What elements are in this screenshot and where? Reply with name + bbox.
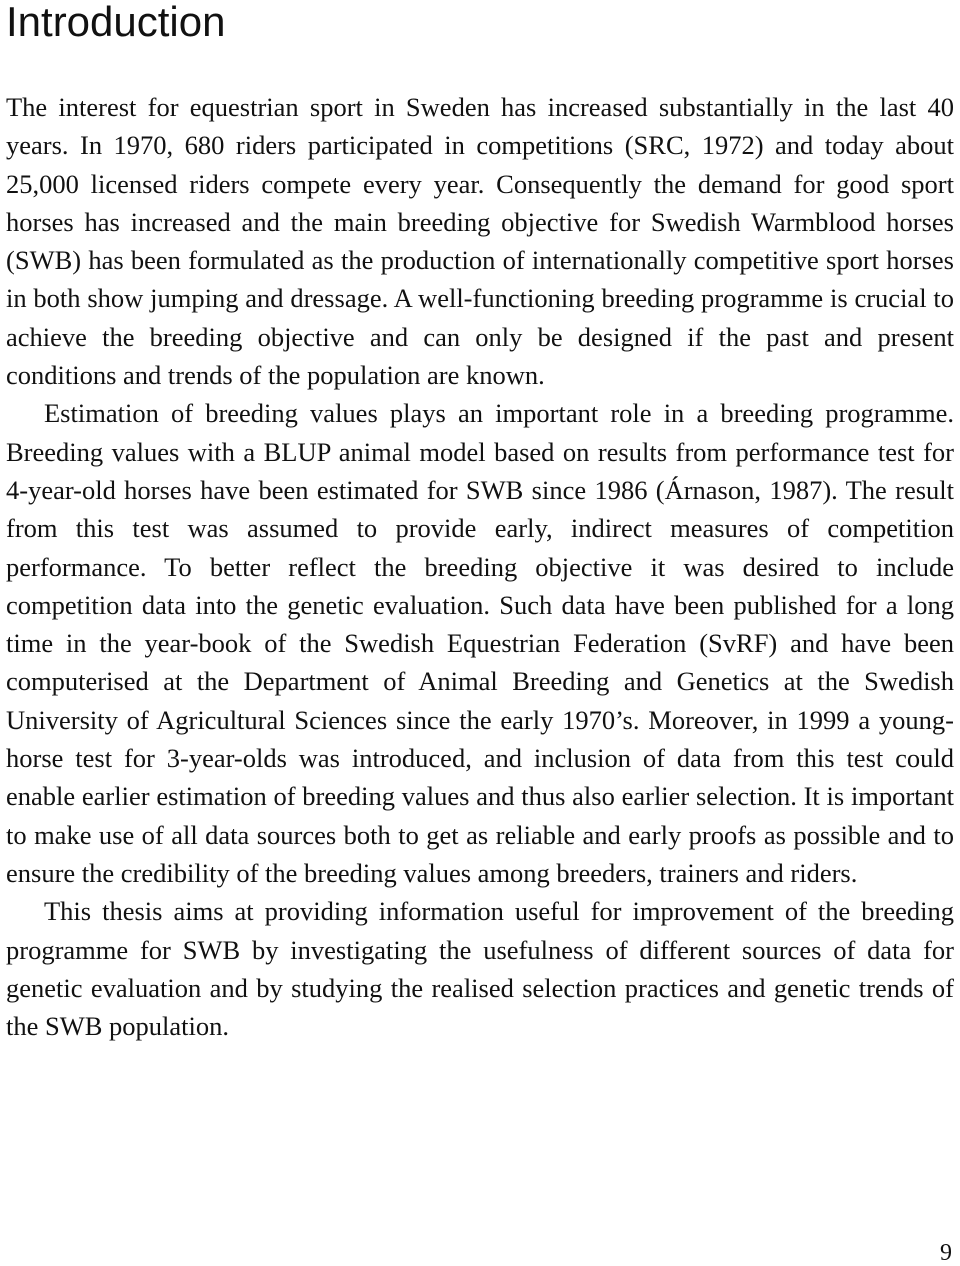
page-number: 9 [940,1240,952,1266]
body-text [6,88,954,1045]
paragraph-3: This thesis aims at providing information useful for improvement of the breeding programme for SWB by investigating the usefulness of different sources of data for genetic evaluation and by studying the realised selection practices and genetic trends of the SWB population. [6,896,954,1042]
paragraph-1: The interest for equestrian sport in Sweden has increased substantially in the last 40 years. In 1970, 680 riders participated in competitions (SRC, 1972) and today about 25,000 licensed riders compete every year. Consequently the demand for good sport horses has increased and the main breeding objective for Swedish Warmblood horses (SWB) has been formulated as the production of internationally competitive sport horses in both show jumping and dressage. A well-functioning breeding programme is crucial to achieve the breeding objective and can only be designed if the past and present conditions and trends of the population are known. [6,92,954,391]
paragraph-2: Estimation of breeding values plays an important role in a breeding programme. Breeding values with a BLUP animal model based on results from performance test for 4-year-old horses have been estimated for SWB since 1986 (Árnason, 1987). The result from this test was assumed to provide early, indirect measures of competition performance. To better reflect the breeding objective it was desired to include competition data into the genetic evaluation. Such data have been published for a long time in the year-book of the Swedish Equestrian Federation (SvRF) and have been computerised at the Department of Animal Breeding and Genetics at the Swedish University of Agricultural Sciences since the early 1970’s. Moreover, in 1999 a young-horse test for 3-year-olds was introduced, and inclusion of data from this test could enable earlier estimation of breeding values and thus also earlier selection. It is important to make use of all data sources both to get as reliable and early proofs as possible and to ensure the credibility of the breeding values among breeders, trainers and riders. [6,398,954,888]
section-heading: Introduction [6,0,226,45]
